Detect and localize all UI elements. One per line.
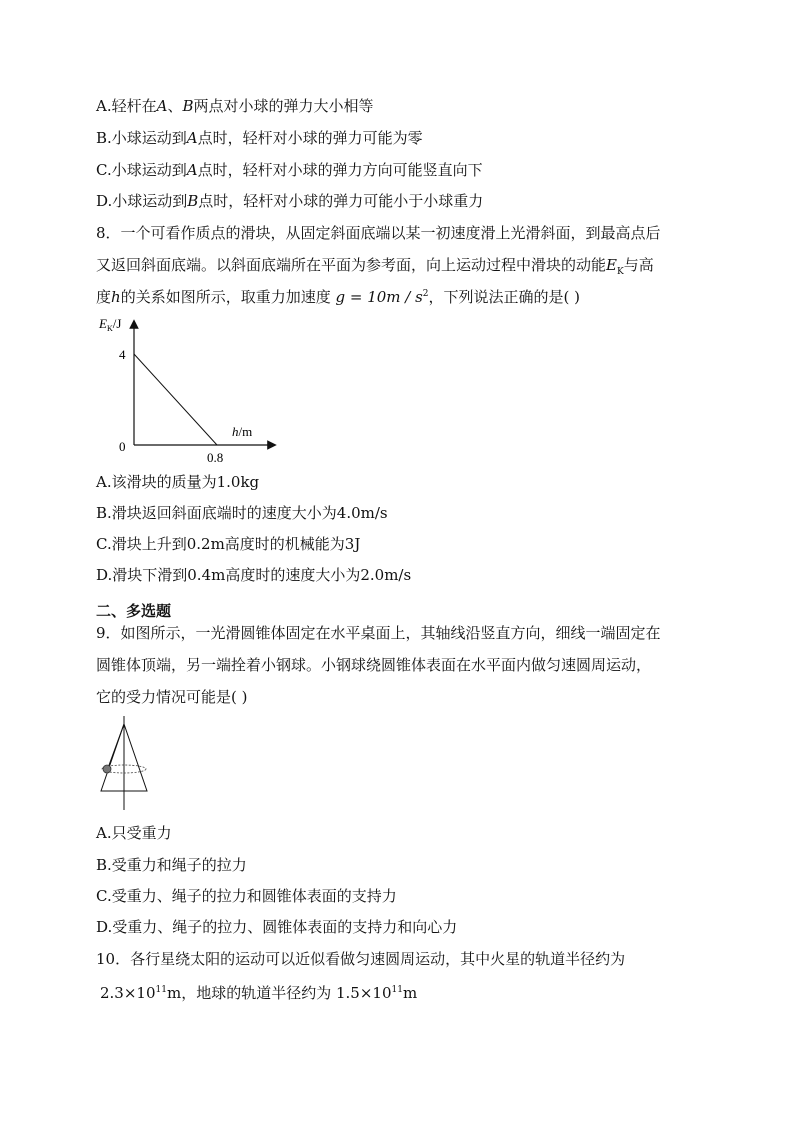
q7-option-c-text1: C.小球运动到 [96,161,187,179]
q8-stem-line3 [96,287,580,307]
q8-gravity-formula: g = 10m / s [335,288,423,306]
q10-mars-radius-base: 2.3×10 [100,984,156,1002]
q8-ek-symbol: E [606,256,617,274]
q7-option-a-text3: 两点对小球的弹力大小相等 [193,97,374,115]
steel-ball [103,765,111,773]
q7-option-a-text1: A.轻杆在 [96,97,157,115]
q7-option-d-text2: 点时，轻杆对小球的弹力可能小于小球重力 [198,192,484,210]
q8-stem-line3-text2: 的关系如图所示，取重力加速度 [120,288,331,306]
q10-earth-radius-exponent: 11 [391,985,403,995]
x-tick-label: 0.8 [207,450,224,464]
q8-h-symbol: h [111,288,121,306]
q8-stem-line1: 8．一个可看作质点的滑块，从固定斜面底端以某一初速度滑上光滑斜面，到最高点后 [96,224,661,242]
q9-option-a: A.只受重力 [96,824,172,842]
q10-stem-line2-text: ，地球的轨道半径约为 [181,984,336,1002]
q8-stem-line2 [96,255,654,282]
q10-mars-radius-unit: m [166,984,182,1002]
q9-cone-figure [96,716,160,812]
q7-option-d [96,191,483,211]
origin-label: 0 [119,439,126,454]
q7-option-d-text1: D.小球运动到 [96,192,188,210]
q8-ek-h-graph [90,312,280,464]
q9-option-c: C.受重力、绳子的拉力和圆锥体表面的支持力 [96,887,397,905]
q8-formula-exponent: 2 [422,289,429,299]
q8-stem-line2-text: 又返回斜面底端。以斜面底端所在平面为参考面，向上运动过程中滑块的动能 [96,256,607,274]
y-axis-label: $E_K/J$ [99,316,122,333]
q10-stem-line1: 10．各行星绕太阳的运动可以近似看做匀速圆周运动，其中火星的轨道半径约为 [96,950,626,968]
q7-option-a [96,96,374,116]
ek-line [134,354,217,445]
q7-option-c-var: A [186,161,198,179]
q7-option-a-text2: 、 [167,97,183,115]
q8-option-d: D.滑块下滑到0.4m高度时的速度大小为2.0m/s [96,566,412,584]
q9-option-b: B.受重力和绳子的拉力 [96,856,247,874]
q7-option-c-text2: 点时，轻杆对小球的弹力方向可能竖直向下 [197,161,483,179]
q8-option-b: B.滑块返回斜面底端时的速度大小为4.0m/s [96,504,388,522]
string-line [108,724,124,768]
x-axis-label: h/m [232,424,253,439]
q8-option-c: C.滑块上升到0.2m高度时的机械能为3J [96,535,361,553]
q10-earth-radius-base: 1.5×10 [335,984,392,1002]
q7-option-a-var1: A [156,97,168,115]
q8-stem-line2-end: 与高 [623,256,654,274]
q10-earth-radius-unit: m [402,984,418,1002]
q7-option-d-var: B [187,192,199,210]
q9-stem-line2: 圆锥体顶端，另一端拴着小钢球。小钢球绕圆锥体表面在水平面内做匀速圆周运动， [96,656,652,674]
q7-option-b [96,128,423,148]
q8-option-a: A.该滑块的质量为1.0kg [96,473,260,491]
q9-stem-line1: 9．如图所示，一光滑圆锥体固定在水平桌面上，其轴线沿竖直方向，细线一端固定在 [96,624,661,642]
section-heading-multiple-choice: 二、多选题 [96,602,172,620]
q9-stem-line3: 它的受力情况可能是( ) [96,688,248,706]
q8-ek-subscript: K [616,267,624,277]
q9-option-d: D.受重力、绳子的拉力、圆锥体表面的支持力和向心力 [96,918,458,936]
q7-option-b-var: A [186,129,198,147]
q7-option-b-text2: 点时，轻杆对小球的弹力可能为零 [197,129,423,147]
q7-option-c [96,160,483,180]
y-tick-label: 4 [119,347,126,362]
q7-option-b-text1: B.小球运动到 [96,129,187,147]
q8-stem-line3-text1: 度 [96,288,112,306]
q10-stem-line2 [100,983,417,1003]
q8-stem-line3-text3: ，下列说法正确的是( ) [428,288,581,306]
q10-mars-radius-exponent: 11 [155,985,167,995]
q7-option-a-var2: B [182,97,194,115]
